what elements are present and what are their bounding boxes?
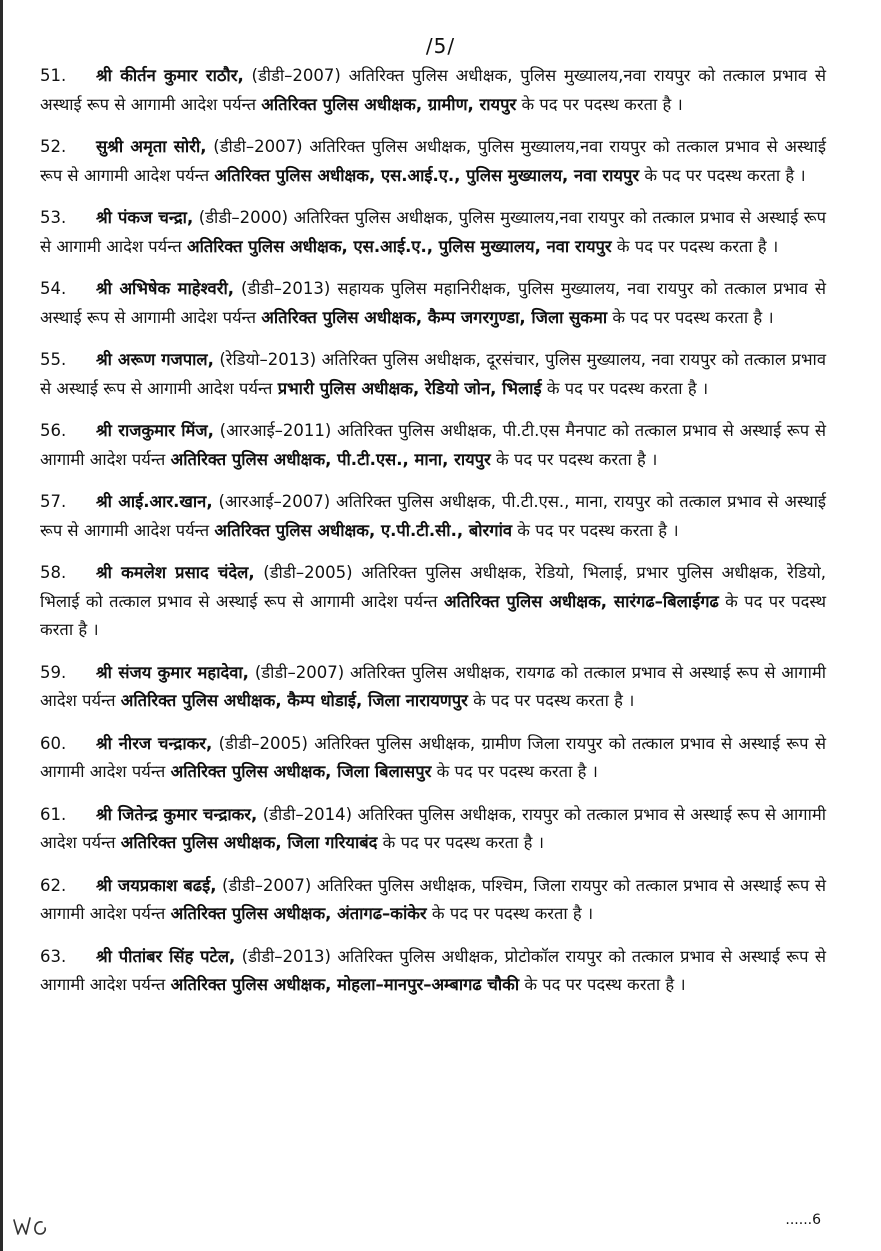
page-edge bbox=[0, 0, 3, 1251]
order-text: (डीडी–2007) अतिरिक्त पुलिस अधीक्षक, पुलिस मुख्यालय,नवा रायपुर को तत्काल प्रभाव से अस्थाई रूप से आगामी आदेश पर्यन्त bbox=[40, 137, 827, 185]
posting-title: अतिरिक्त पुलिस अधीक्षक, मोहला–मानपुर–अम्बागढ चौकी bbox=[170, 975, 520, 994]
officer-name: श्री पीतांबर सिंह पटेल, bbox=[96, 946, 236, 966]
order-number: 58. bbox=[40, 563, 67, 582]
officer-name: श्री कमलेश प्रसाद चंदेल, bbox=[96, 563, 255, 582]
initials-signature bbox=[12, 1210, 50, 1240]
posting-title: अतिरिक्त पुलिस अधीक्षक, ए.पी.टी.सी., बोरगांव bbox=[214, 520, 513, 540]
order-text: (डीडी–2013) अतिरिक्त पुलिस अधीक्षक, प्रोटोकॉल रायपुर को तत्काल प्रभाव से अस्थाई रूप से आगामी आदेश पर्यन्त bbox=[40, 946, 826, 994]
order-text: (डीडी–2005) अतिरिक्त पुलिस अधीक्षक, ग्रामीण जिला रायपुर को तत्काल प्रभाव से अस्थाई रूप से आगामी आदेश पर्यन्त bbox=[40, 733, 827, 781]
order-text: (डीडी–2000) अतिरिक्त पुलिस अधीक्षक, पुलिस मुख्यालय,नवा रायपुर को तत्काल प्रभाव से अस्थाई रूप से आगामी आदेश पर्यन्त bbox=[40, 208, 826, 256]
order-text: (रेडियो–2013) अतिरिक्त पुलिस अधीक्षक, दूरसंचार, पुलिस मुख्यालय, नवा रायपुर को तत्काल प्रभाव से अस्थाई रूप से आगामी आदेश पर्यन्त bbox=[40, 350, 826, 398]
order-text: (डीडी–2014) अतिरिक्त पुलिस अधीक्षक, रायपुर को तत्काल प्रभाव से अस्थाई रूप से आगामी आदेश पर्यन्त bbox=[40, 804, 826, 852]
officer-name: श्री अभिषेक माहेश्वरी, bbox=[96, 279, 235, 298]
order-number: 53. bbox=[40, 208, 67, 227]
order-text: (आरआई–2007) अतिरिक्त पुलिस अधीक्षक, पी.टी.एस., माना, रायपुर को तत्काल प्रभाव से अस्थाई रूप से आगामी आदेश पर्यन्त bbox=[40, 492, 826, 540]
order-closing: के पद पर पदस्थ करता है । bbox=[496, 449, 658, 469]
order-closing: के पद पर पदस्थ करता है । bbox=[40, 591, 827, 639]
continued-page-marker: ......6 bbox=[785, 1212, 821, 1228]
officer-name: श्री कीर्तन कुमार राठौर, bbox=[96, 66, 244, 85]
orders-list bbox=[40, 62, 826, 1014]
order-text: (डीडी–2007) अतिरिक्त पुलिस अधीक्षक, पुलिस मुख्यालय,नवा रायपुर को तत्काल प्रभाव से अस्थाई रूप से आगामी आदेश पर्यन्त bbox=[40, 66, 827, 114]
order-item bbox=[40, 204, 826, 261]
order-number: 59. bbox=[40, 662, 67, 682]
order-text: (डीडी–2007) अतिरिक्त पुलिस अधीक्षक, पश्चिम, जिला रायपुर को तत्काल प्रभाव से अस्थाई रूप से आगामी आदेश पर्यन्त bbox=[40, 875, 826, 923]
officer-name: श्री आई.आर.खान, bbox=[96, 492, 213, 511]
order-item bbox=[40, 801, 826, 858]
order-closing: के पद पर पदस्थ करता है । bbox=[616, 236, 779, 256]
order-item bbox=[40, 659, 826, 716]
posting-title: अतिरिक्त पुलिस अधीक्षक, एस.आई.ए., पुलिस मुख्यालय, नवा रायपुर bbox=[186, 236, 612, 256]
officer-name: श्री संजय कुमार महादेवा, bbox=[96, 662, 249, 682]
posting-title: अतिरिक्त पुलिस अधीक्षक, जिला गरियाबंद bbox=[120, 833, 378, 852]
officer-name: श्री जितेन्द्र कुमार चन्द्राकर, bbox=[96, 804, 258, 824]
officer-name: श्री राजकुमार मिंज, bbox=[96, 421, 214, 440]
order-closing: के पद पर पदस्थ करता है । bbox=[546, 378, 709, 398]
order-number: 63. bbox=[40, 946, 67, 966]
order-number: 61. bbox=[40, 804, 67, 824]
order-number: 62. bbox=[40, 875, 67, 895]
order-closing: के पद पर पदस्थ करता है । bbox=[382, 833, 544, 852]
order-item bbox=[40, 133, 826, 190]
order-closing: के पद पर पदस्थ करता है । bbox=[644, 165, 806, 185]
order-item bbox=[40, 417, 826, 474]
order-item bbox=[40, 488, 826, 545]
order-number: 52. bbox=[40, 137, 67, 156]
order-item bbox=[40, 275, 826, 332]
posting-title: अतिरिक्त पुलिस अधीक्षक, एस.आई.ए., पुलिस मुख्यालय, नवा रायपुर bbox=[214, 165, 640, 185]
posting-title: अतिरिक्त पुलिस अधीक्षक, सारंगढ–बिलाईगढ bbox=[443, 591, 719, 611]
order-item bbox=[40, 346, 826, 403]
order-item bbox=[40, 559, 826, 645]
officer-name: श्री नीरज चन्द्राकर, bbox=[96, 733, 213, 753]
order-text: (डीडी–2005) अतिरिक्त पुलिस अधीक्षक, रेडियो, भिलाई, प्रभार पुलिस अधीक्षक, रेडियो, भिलाई को तत्काल प्रभाव से अस्थाई रूप से आगामी आदेश पर्यन्त bbox=[40, 563, 827, 611]
order-number: 57. bbox=[40, 492, 67, 511]
officer-name: श्री अरूण गजपाल, bbox=[96, 350, 214, 369]
page-number: /5/ bbox=[425, 34, 456, 58]
order-closing: के पद पर पदस्थ करता है । bbox=[612, 307, 774, 327]
order-text: (आरआई–2011) अतिरिक्त पुलिस अधीक्षक, पी.टी.एस मैनपाट को तत्काल प्रभाव से अस्थाई रूप से आगामी आदेश पर्यन्त bbox=[40, 421, 827, 469]
posting-title: अतिरिक्त पुलिस अधीक्षक, कैम्प जगरगुण्डा, जिला सुकमा bbox=[261, 307, 608, 327]
order-closing: के पद पर पदस्थ करता है । bbox=[521, 94, 683, 114]
order-number: 54. bbox=[40, 279, 67, 298]
posting-title: प्रभारी पुलिस अधीक्षक, रेडियो जोन, भिलाई bbox=[277, 378, 542, 398]
order-number: 51. bbox=[40, 66, 67, 85]
order-closing: के पद पर पदस्थ करता है । bbox=[524, 975, 686, 994]
order-closing: के पद पर पदस्थ करता है । bbox=[517, 520, 679, 540]
officer-name: सुश्री अमृता सोरी, bbox=[96, 137, 207, 156]
posting-title: अतिरिक्त पुलिस अधीक्षक, अंतागढ–कांकेर bbox=[170, 904, 427, 923]
order-closing: के पद पर पदस्थ करता है । bbox=[436, 762, 598, 781]
officer-name: श्री पंकज चन्द्रा, bbox=[96, 208, 194, 227]
order-item bbox=[40, 943, 826, 1000]
posting-title: अतिरिक्त पुलिस अधीक्षक, ग्रामीण, रायपुर bbox=[261, 94, 517, 114]
order-number: 56. bbox=[40, 421, 67, 440]
order-text: (डीडी–2007) अतिरिक्त पुलिस अधीक्षक, रायगढ को तत्काल प्रभाव से अस्थाई रूप से आगामी आदेश पर्यन्त bbox=[40, 662, 826, 710]
posting-title: अतिरिक्त पुलिस अधीक्षक, जिला बिलासपुर bbox=[170, 762, 432, 781]
order-text: (डीडी–2013) सहायक पुलिस महानिरीक्षक, पुलिस मुख्यालय, नवा रायपुर को तत्काल प्रभाव से अस्थाई रूप से आगामी आदेश पर्यन्त bbox=[40, 279, 826, 327]
order-number: 60. bbox=[40, 733, 67, 753]
order-item bbox=[40, 730, 826, 787]
order-item bbox=[40, 62, 826, 119]
order-closing: के पद पर पदस्थ करता है । bbox=[473, 691, 635, 710]
order-number: 55. bbox=[40, 350, 67, 369]
order-closing: के पद पर पदस्थ करता है । bbox=[431, 904, 594, 923]
posting-title: अतिरिक्त पुलिस अधीक्षक, कैम्प धोडाई, जिला नारायणपुर bbox=[120, 691, 468, 710]
posting-title: अतिरिक्त पुलिस अधीक्षक, पी.टी.एस., माना, रायपुर bbox=[170, 449, 491, 469]
order-item bbox=[40, 872, 826, 929]
officer-name: श्री जयप्रकाश बढई, bbox=[96, 875, 217, 895]
